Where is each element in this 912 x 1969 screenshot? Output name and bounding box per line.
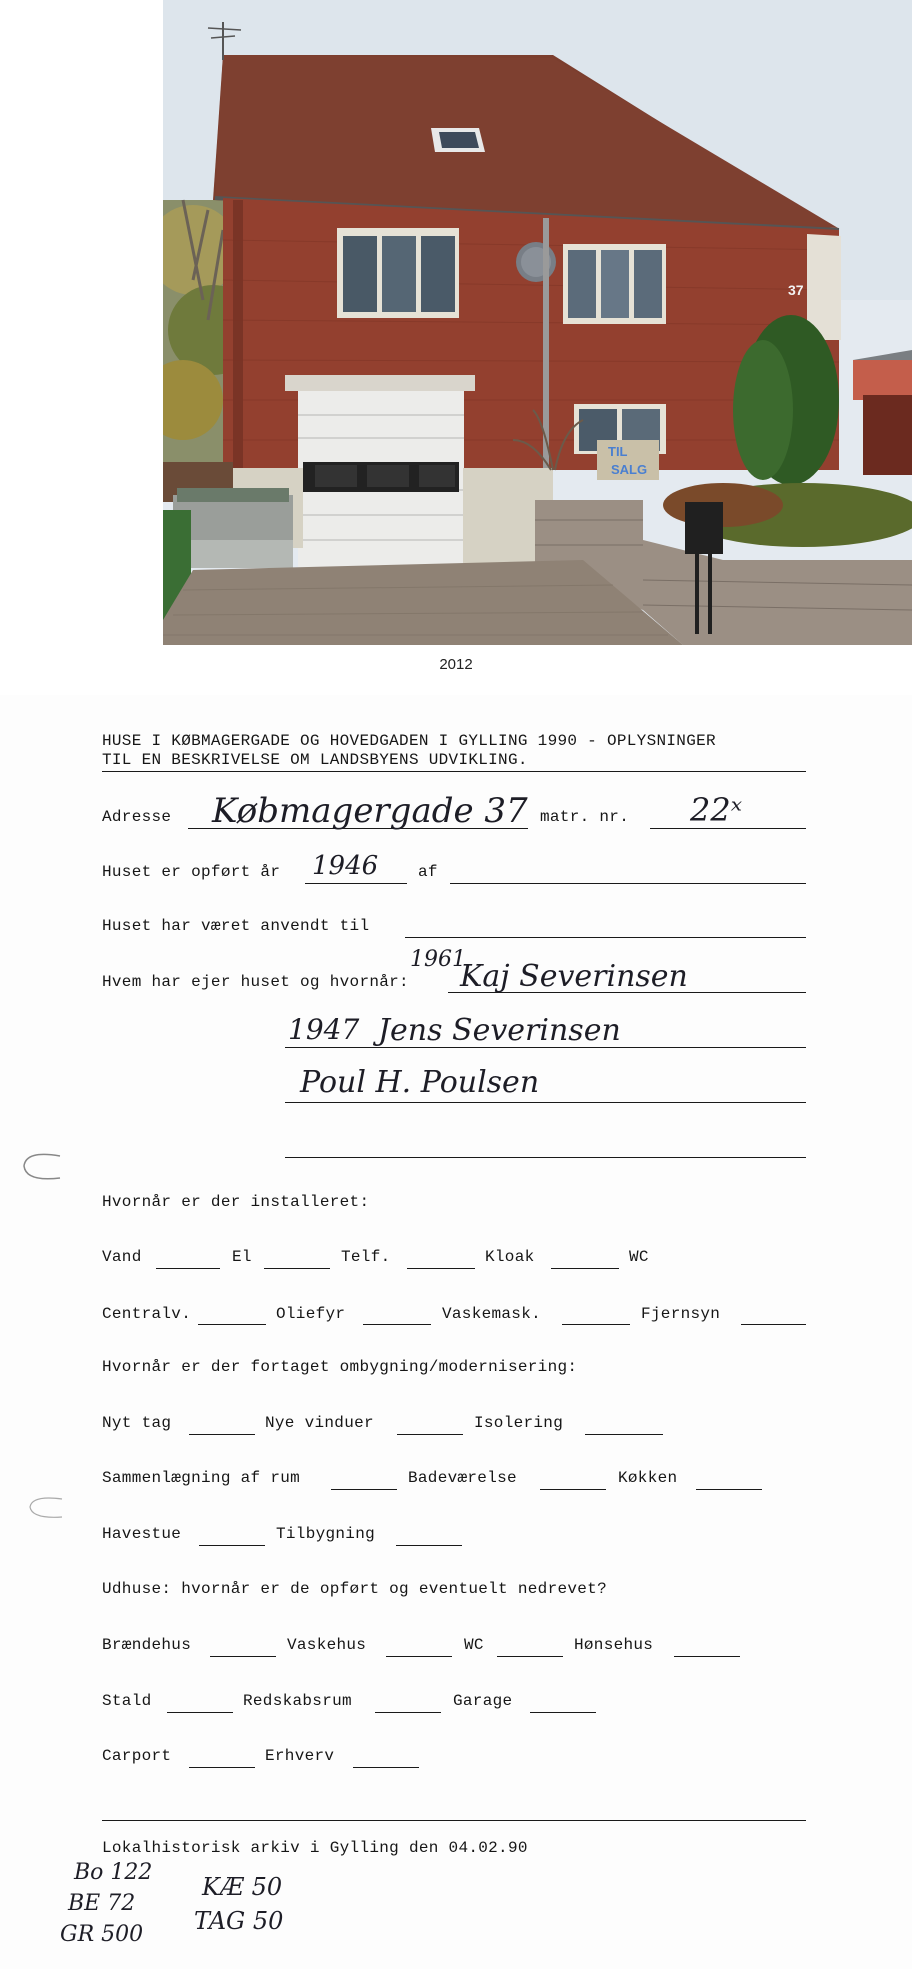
kokken-line [696,1489,762,1490]
ejer-line-4 [285,1157,806,1158]
anvendt-label: Huset har været anvendt til [102,917,370,935]
note-be: BE 72 [68,1891,136,1916]
adresse-value: Købmagergade 37 [212,791,528,831]
sign-text-1: TIL [608,444,628,459]
adresse-label: Adresse [102,808,172,826]
opfort-label: Huset er opført år [102,863,281,881]
matr-value: 22ˣ [690,791,743,829]
installeret-label: Hvornår er der installeret: [102,1193,370,1211]
nye-vinduer-label: Nye vinduer [265,1414,374,1432]
punch-hole-mark-2 [24,1493,64,1523]
oliefyr-line [363,1324,431,1325]
opfort-value: 1946 [312,851,379,881]
tilbygning-line [396,1545,462,1546]
footer-rule [102,1820,806,1821]
fjernsyn-line [741,1324,806,1325]
title-underline [102,771,806,772]
redskabsrum-label: Redskabsrum [243,1692,352,1710]
sammenlaegning-label: Sammenlægning af rum [102,1469,301,1487]
af-line [450,883,806,884]
house-illustration [163,0,912,645]
owner-2-name: Jens Severinsen [378,1013,621,1048]
kokken-label: Køkken [618,1469,678,1487]
isolering-label: Isolering [474,1414,564,1432]
year-caption: 2012 [439,656,473,673]
note-gr: GR 500 [60,1922,144,1947]
braendehus-line [210,1656,276,1657]
punch-hole-mark [20,1150,64,1184]
owner-1-year: 1961 [410,947,466,972]
form-title-line2: TIL EN BESKRIVELSE OM LANDSBYENS UDVIKLING. [102,751,528,769]
ejer-line-3 [285,1102,806,1103]
sammenlaegning-line [331,1489,397,1490]
vaskemask-label: Vaskemask. [442,1305,542,1323]
nye-vinduer-line [397,1434,463,1435]
ombygning-label: Hvornår er der fortaget ombygning/modernisering: [102,1358,578,1376]
matr-label: matr. nr. [540,808,630,826]
vand-label: Vand [102,1248,142,1266]
garage-label: Garage [453,1692,513,1710]
wc2-line [497,1656,563,1657]
redskabsrum-line [375,1712,441,1713]
nyt-tag-label: Nyt tag [102,1414,172,1432]
owner-1-name: Kaj Severinsen [460,959,688,994]
carport-label: Carport [102,1747,172,1765]
stald-line [167,1712,233,1713]
kloak-line [551,1268,619,1269]
vaskehus-label: Vaskehus [287,1636,367,1654]
stald-label: Stald [102,1692,152,1710]
tilbygning-label: Tilbygning [276,1525,376,1543]
vaskemask-line [562,1324,630,1325]
anvendt-line [405,937,806,938]
footer-text: Lokalhistorisk arkiv i Gylling den 04.02.90 [102,1839,528,1857]
owner-3-name: Poul H. Poulsen [300,1065,540,1100]
wc-label: WC [629,1248,649,1266]
form-title-line1: HUSE I KØBMAGERGADE OG HOVEDGADEN I GYLLING 1990 - OPLYSNINGER [102,732,716,750]
opfort-line [305,883,407,884]
garage-line [530,1712,596,1713]
honsehus-line [674,1656,740,1657]
af-label: af [418,863,438,881]
el-label: El [232,1248,252,1266]
centralv-label: Centralv. [102,1305,192,1323]
note-tag: TAG 50 [194,1907,284,1935]
vaskehus-line [386,1656,452,1657]
vand-line [156,1268,220,1269]
centralv-line [198,1324,266,1325]
honsehus-label: Hønsehus [574,1636,654,1654]
questionnaire-form [0,695,912,1969]
erhverv-label: Erhverv [265,1747,335,1765]
isolering-line [585,1434,663,1435]
badevaerelse-line [540,1489,606,1490]
badevaerelse-label: Badeværelse [408,1469,517,1487]
oliefyr-label: Oliefyr [276,1305,346,1323]
nyt-tag-line [189,1434,255,1435]
sign-text-2: SALG [611,462,648,477]
carport-line [189,1767,255,1768]
kloak-label: Kloak [485,1248,535,1266]
braendehus-label: Brændehus [102,1636,192,1654]
note-bo: Bo 122 [74,1860,153,1885]
fjernsyn-label: Fjernsyn [641,1305,721,1323]
telf-label: Telf. [341,1248,391,1266]
owner-2-year: 1947 [288,1013,360,1046]
erhverv-line [353,1767,419,1768]
havestue-label: Havestue [102,1525,182,1543]
wc2-label: WC [464,1636,484,1654]
note-kae: KÆ 50 [202,1873,283,1901]
house-photo [163,0,912,645]
telf-line [407,1268,475,1269]
havestue-line [199,1545,265,1546]
udhuse-label: Udhuse: hvornår er de opført og eventuelt nedrevet? [102,1580,607,1598]
el-line [264,1268,330,1269]
house-number: 37 [788,282,804,298]
ejer-label: Hvem har ejer huset og hvornår: [102,973,409,991]
